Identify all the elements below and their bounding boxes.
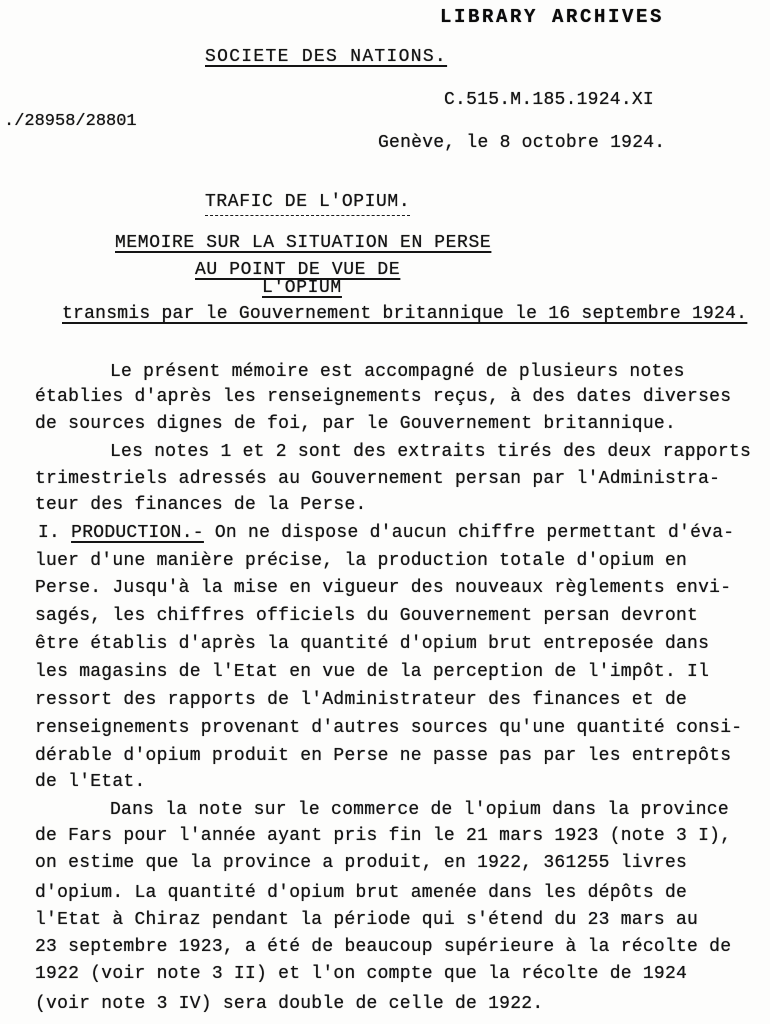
section-number: I.	[38, 523, 61, 543]
body-line: teur des finances de la Perse.	[35, 495, 367, 515]
subject-heading: TRAFIC DE L'OPIUM.	[205, 192, 411, 212]
body-line-text: On ne dispose d'aucun chiffre permettant d'éva-	[214, 523, 735, 543]
register-number: ./28958/28801	[4, 112, 137, 131]
body-line: établies d'après les renseignements reçus, à des dates diverses	[35, 387, 732, 407]
body-line: de Fars pour l'année ayant pris fin le 21 mars 1923 (note 3 I),	[35, 826, 732, 846]
body-line: 23 septembre 1923, a été de beaucoup supérieure à la récolte de	[35, 937, 732, 957]
body-line: Le présent mémoire est accompagné de plusieurs notes	[110, 362, 685, 382]
body-line: on estime que la province a produit, en 1922, 361255 livres	[35, 853, 688, 873]
body-line: 1922 (voir note 3 II) et l'on compte que la récolte de 1924	[35, 964, 688, 984]
document-number: C.515.M.185.1924.XI	[444, 90, 654, 110]
library-archives-stamp: LIBRARY ARCHIVES	[440, 6, 665, 28]
body-line: ressort des rapports de l'Administrateur des finances et de	[35, 690, 688, 710]
body-line: renseignements provenant d'autres sources qu'une quantité consi-	[35, 718, 743, 738]
body-line: trimestriels adressés au Gouvernement persan par l'Administra-	[35, 469, 721, 489]
memoire-title-line-2: AU POINT DE VUE DE	[195, 260, 401, 280]
section-heading-line	[38, 521, 734, 545]
body-line: être établis d'après la quantité d'opium brut entreposée dans	[35, 634, 710, 654]
body-line: d'opium. La quantité d'opium brut amenée dans les dépôts de	[35, 883, 688, 903]
body-line: Dans la note sur le commerce de l'opium dans la province	[110, 800, 729, 820]
place-and-date: Genève, le 8 octobre 1924.	[378, 133, 666, 153]
body-line: Perse. Jusqu'à la mise en vigueur des nouveaux règlements envi-	[35, 578, 732, 598]
body-line: l'Etat à Chiraz pendant la période qui s'étend du 23 mars au	[35, 910, 699, 930]
body-line: les magasins de l'Etat en vue de la perception de l'impôt. Il	[35, 662, 710, 682]
body-line: de l'Etat.	[35, 772, 146, 792]
transmittal-line: transmis par le Gouvernement britannique le 16 septembre 1924.	[62, 304, 748, 324]
body-line: sagés, les chiffres officiels du Gouvernement persan devront	[35, 606, 699, 626]
subject-rule	[205, 215, 410, 216]
body-line: luer d'une manière précise, la production totale d'opium en	[35, 551, 688, 571]
section-heading: PRODUCTION.-	[71, 523, 204, 543]
organization-name: SOCIETE DES NATIONS.	[205, 47, 448, 67]
body-line: (voir note 3 IV) sera double de celle de 1922.	[35, 994, 544, 1014]
body-line: Les notes 1 et 2 sont des extraits tirés des deux rapports	[110, 442, 752, 462]
body-line: dérable d'opium produit en Perse ne passe pas par les entrepôts	[35, 746, 732, 766]
memoire-title-line-3: L'OPIUM	[262, 278, 342, 298]
body-line: de sources dignes de foi, par le Gouvernement britannique.	[35, 414, 677, 434]
memoire-title-line-1: MEMOIRE SUR LA SITUATION EN PERSE	[115, 233, 492, 253]
